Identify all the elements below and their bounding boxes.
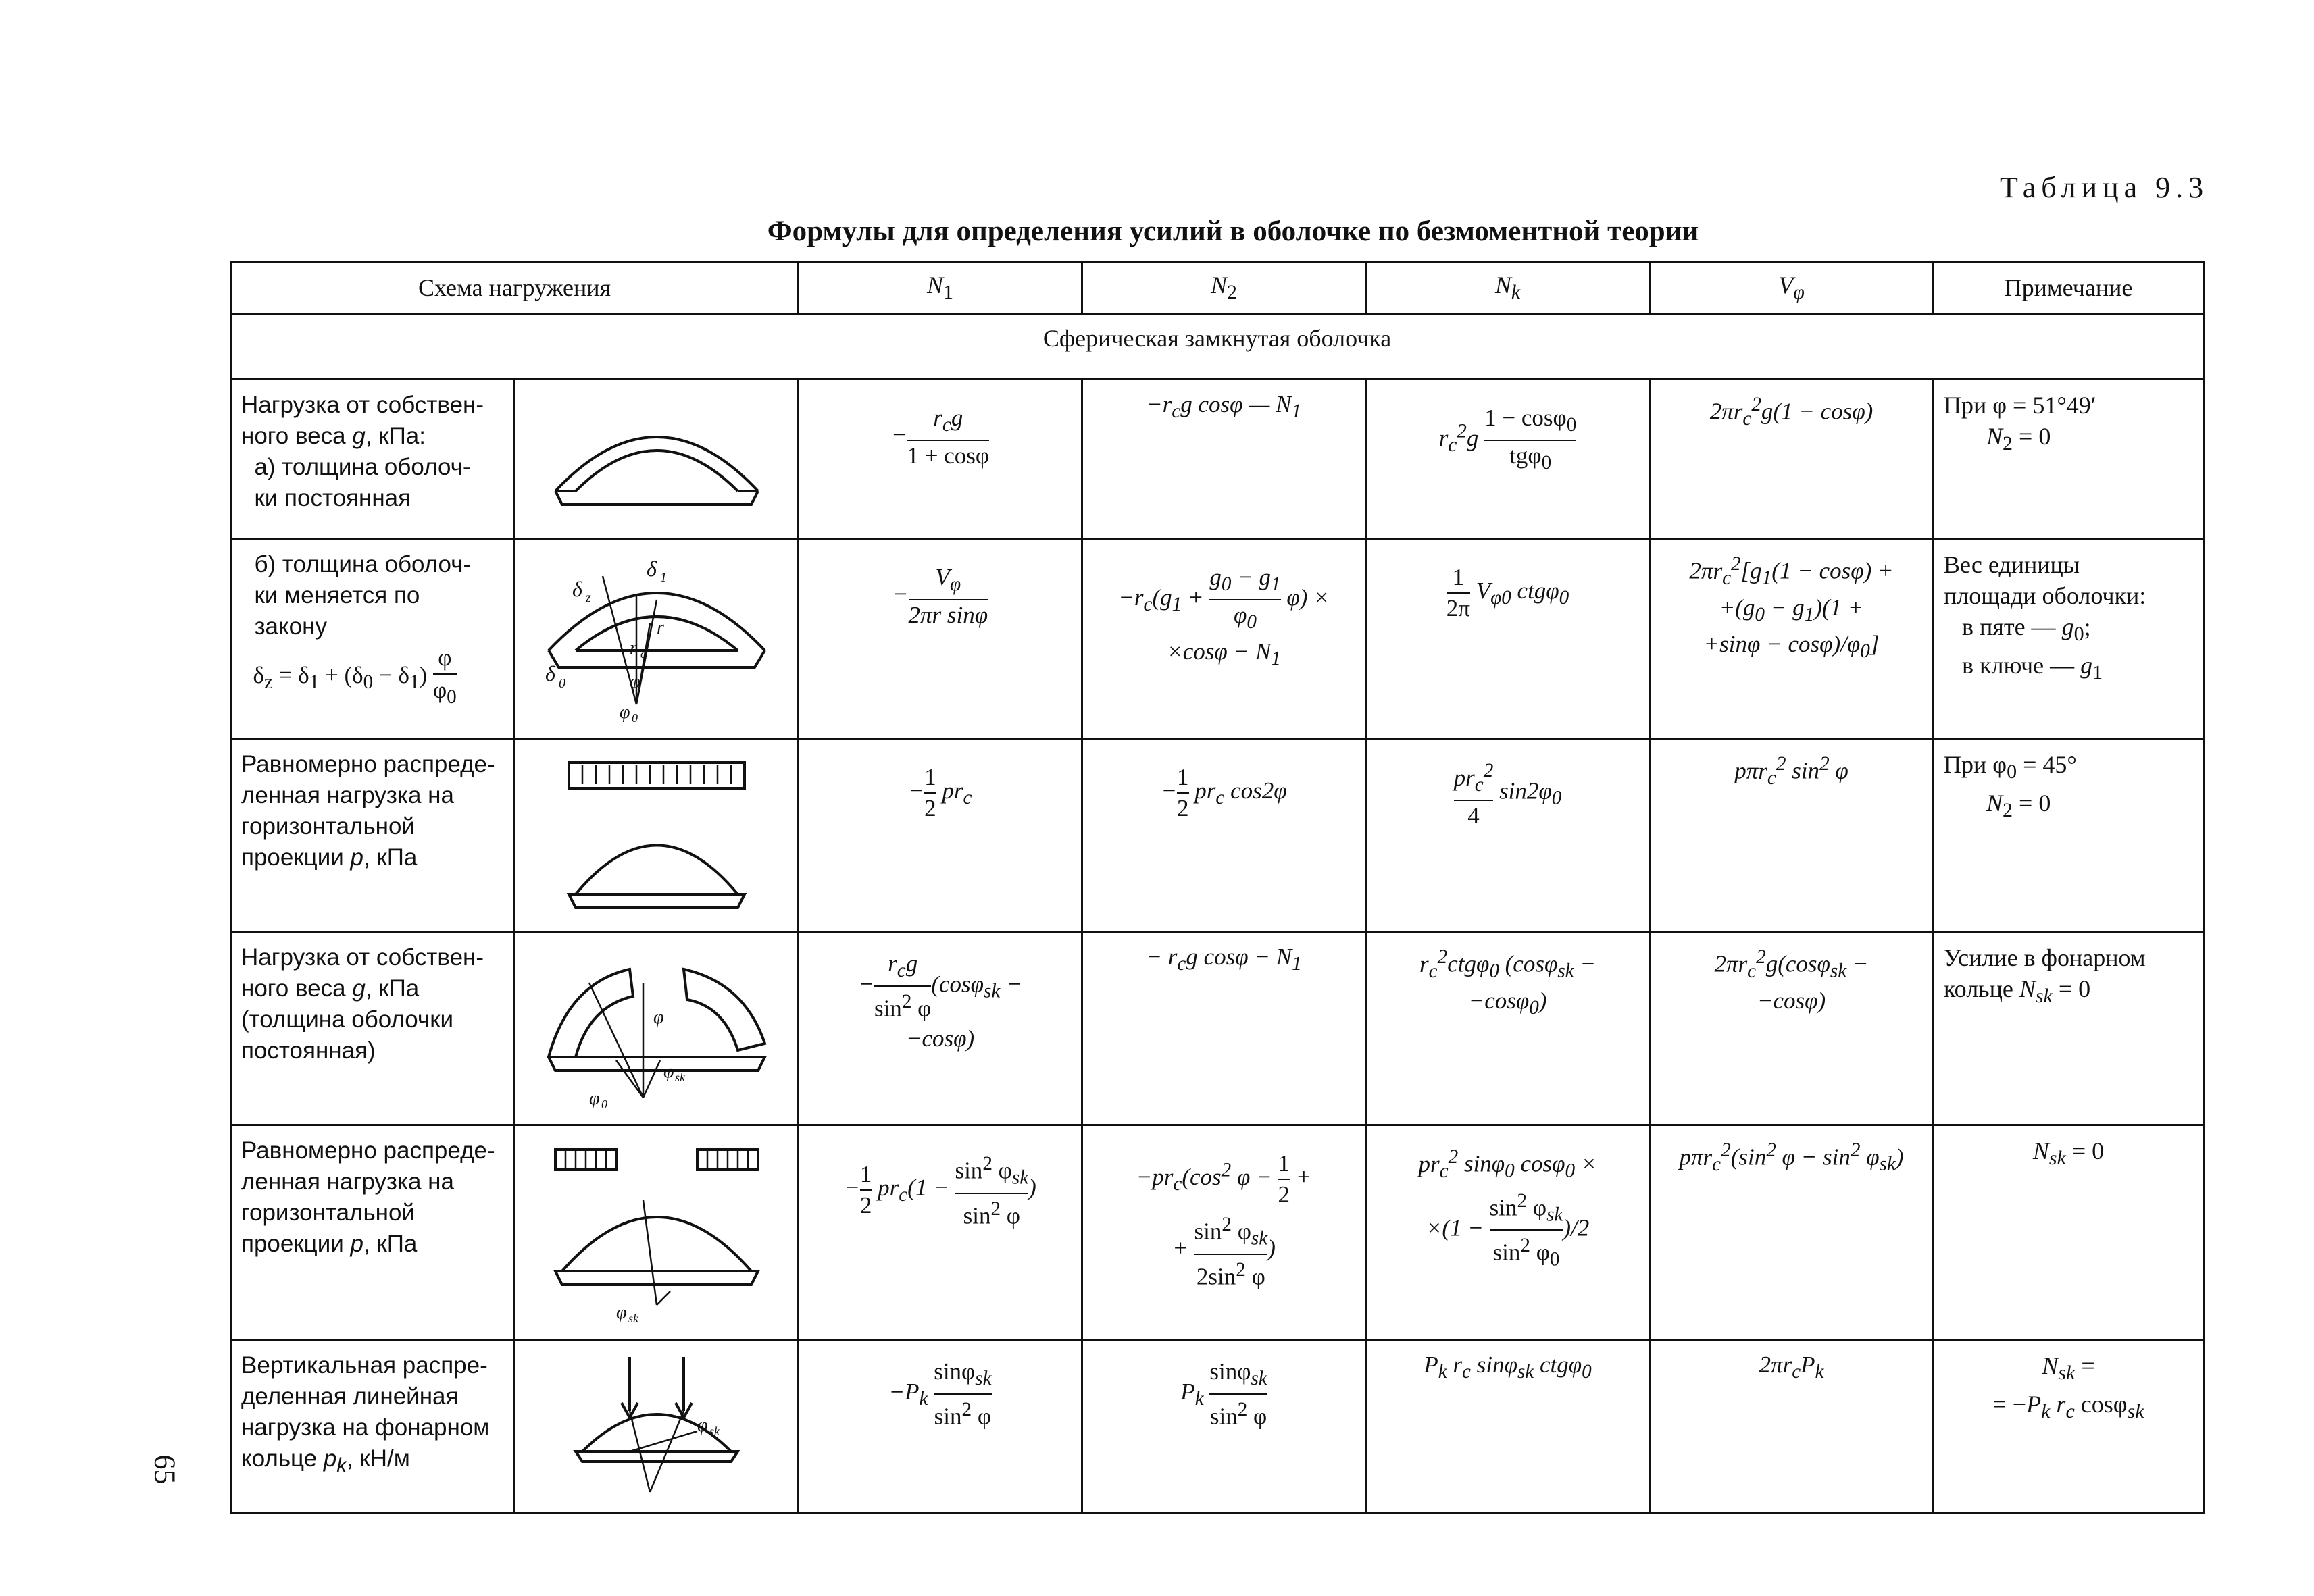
svg-text:δ: δ [572,577,582,601]
load-description: б) толщина оболоч- ки меняется по закону $\delta_z = \delta_1 + (\delta_0 - \delta_1)$ $\frac{\varphi}{\varphi_0}$ [231,539,515,739]
svg-text:φ: φ [588,1088,599,1109]
formula-nk: $P_k$ $r_c$ sinφ$_{sk}$ ctgφ$_0$ [1366,1340,1650,1513]
svg-text:sk: sk [709,1424,720,1438]
svg-text:φ: φ [629,671,640,692]
formula-v: $2\pi r_c^2[g_1(1 - \cos\varphi)$ + $+(g_0 - g_1)(1$ + $+\sin\varphi - \cos\varphi)/\varphi_0$] [1650,539,1934,739]
svg-text:0: 0 [558,676,565,691]
scheme-diagram [515,380,799,539]
svg-text:r: r [629,638,637,659]
header-row [231,262,2204,314]
svg-text:z: z [585,590,591,605]
note: $N_{sk}$ = = $-P_k$ $r_c$ cosφ$_{sk}$ [1934,1340,2204,1513]
load-description: Равномерно распреде- ленная нагрузка на горизонтальной проекции p, кПа [231,1125,515,1340]
note: Вес единицы площади оболочки: в пяте — $g_0$; в ключе — $g_1$ [1934,539,2204,739]
svg-text:δ: δ [646,557,657,581]
section-row [231,314,2204,380]
formula-nk: $r_c^2g$ 1 − cosφ$_0$ tgφ$_0$ [1366,380,1650,539]
formula-nk: $pr_c^2$ 4 $\sin 2\varphi_0$ [1366,739,1650,932]
formula-n2: $-r_c(g_1$ + $\frac{g_0 - g_1}{\varphi_0}$ φ) × $\times\cos\varphi - N_1$ [1082,539,1366,739]
svg-text:φ: φ [615,1302,626,1323]
svg-text:r: r [656,617,664,638]
load-description: Вертикальная распре- деленная линейная нагрузка на фонарном кольце $p_k$, кН/м [231,1340,515,1513]
formula-n2: $P_k$ sinφ$_{sk}$ $\sin^2 \varphi$ [1082,1340,1366,1513]
note: $N_{sk} = 0$ [1934,1125,2204,1340]
svg-text:φ: φ [619,702,630,723]
section-title: Сферическая замкнутая оболочка [231,314,2204,380]
formula-nk: $\frac{1}{2\pi}$ $V_{\varphi 0}$ ctgφ$_0$ [1366,539,1650,739]
formula-n1: $-P_k$ sinφ$_{sk}$ $\sin^2 \varphi$ [799,1340,1082,1513]
formula-v: $2\pi r_cP_k$ [1650,1340,1934,1513]
svg-text:φ: φ [697,1415,707,1436]
scheme-diagram [515,1125,799,1340]
header-n1: $N_1$ [799,262,1082,314]
scheme-diagram [515,932,799,1125]
formula-v: $p\pi r_c^2(\sin^2$ $\varphi - \sin^2 \varphi_{sk}$) [1650,1125,1934,1340]
note: При $\varphi_0 = 45^\circ$ $N_2 = 0$ [1934,739,2204,932]
formula-n1: − $\frac{1}{2}$ $pr_c$ [799,739,1082,932]
formula-n2: − $r_cg$ $\cos\varphi - N_1$ [1082,932,1366,1125]
table-row [231,739,2204,932]
formula-nk: $pr_c^2$ sinφ$_0$ cosφ$_0$ × ×(1 − $\sin^2 \varphi_{sk}$ $\sin^2 \varphi_0$ )/2 [1366,1125,1650,1340]
table-row [231,932,2204,1125]
formula-n2: − $\frac{1}{2}$ $pr_c$ cos2φ [1082,739,1366,932]
header-v: $V_\varphi$ [1650,262,1934,314]
header-note: Примечание [1934,262,2204,314]
formula-v: pπr$_c^2$ $\sin^2 \varphi$ [1650,739,1934,932]
table-row [231,1125,2204,1340]
scheme-diagram [515,739,799,932]
svg-text:sk: sk [674,1071,685,1084]
header-n2: $N_2$ [1082,262,1366,314]
svg-text:1: 1 [659,570,667,585]
formula-n1: − $\frac{1}{2}$ $pr_c(1$ − $\sin^2 \varphi_{sk}$ $\sin^2 \varphi$ ) [799,1125,1082,1340]
formula-n2: $-r_cg$ cosφ — $N_1$ [1082,380,1366,539]
formula-n1: − $r_cg$ $\sin^2 \varphi$ (cosφ$_{sk}$ − −cosφ) [799,932,1082,1125]
table-row [231,539,2204,739]
load-description: Равномерно распреде- ленная нагрузка на горизонтальной проекции p, кПа [231,739,515,932]
svg-text:φ: φ [663,1061,674,1082]
svg-text:φ: φ [653,1007,663,1028]
page-number: 65 [148,1454,182,1485]
formula-n1: − $r_cg$ 1 + cosφ [799,380,1082,539]
note: Усилие в фонарном кольце $N_{sk} = 0$ [1934,932,2204,1125]
formula-nk: $r_c^2ctg\varphi_0$ (cosφ$_{sk}$ − −cosφ$_0$) [1366,932,1650,1125]
svg-text:δ: δ [545,661,555,686]
svg-text:0: 0 [601,1098,607,1111]
table-row [231,380,2204,539]
formula-table [230,261,2205,1514]
formula-v: $2\pi r_c^2g(1 - \cos\varphi)$ [1650,380,1934,539]
load-description: Нагрузка от собствен- ного веса g, кПа: а) толщина оболоч- ки постоянная [231,380,515,539]
table-caption: Таблица 9.3 [2000,171,2209,204]
load-description: Нагрузка от собствен- ного веса g, кПа (толщина оболочки постоянная) [231,932,515,1125]
formula-v: $2\pi r_c^2g(\cos\varphi_{sk}$ − −cosφ) [1650,932,1934,1125]
formula-n1: − $\frac{V_\varphi}{\text{2πr sinφ}}$ [799,539,1082,739]
header-nk: $N_k$ [1366,262,1650,314]
header-scheme: Схема нагружения [231,262,799,314]
svg-text:0: 0 [631,711,638,725]
note: При φ = 51°49′ $N_2 = 0$ [1934,380,2204,539]
svg-text:sk: sk [628,1312,638,1325]
table-title: Формулы для определения усилий в оболочке по безмоментной теории [767,215,1699,247]
table-row [231,1340,2204,1513]
svg-text:c: c [640,647,646,661]
scheme-diagram [515,1340,799,1513]
formula-n2: $-pr_c(\cos^2$ φ − $\frac{1}{2}$ + + $\sin^2 \varphi_{sk}$ $2\sin^2$ φ ) [1082,1125,1366,1340]
scheme-diagram [515,539,799,739]
